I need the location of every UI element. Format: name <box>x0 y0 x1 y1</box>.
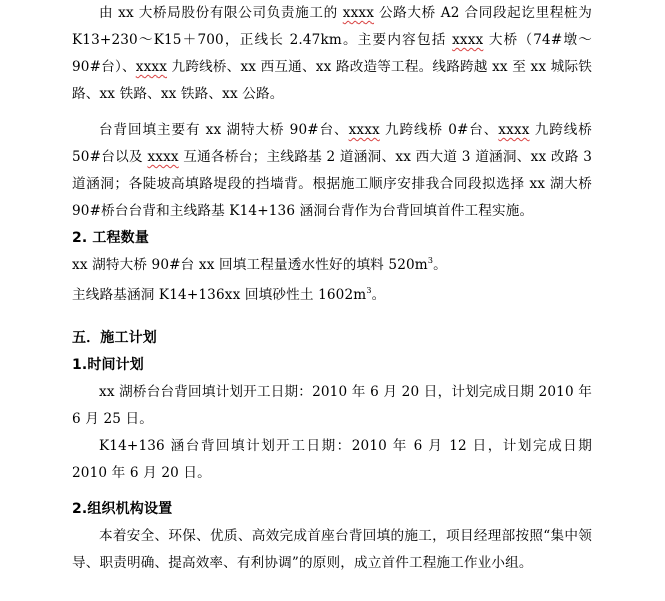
spellcheck-word: xxxx <box>135 59 168 75</box>
text-run: 由 xx 大桥局股份有限公司负责施工的 <box>99 5 343 21</box>
document-page <box>72 0 592 577</box>
heading-time-plan: 1.时间计划 <box>72 357 144 373</box>
spellcheck-word: xxxx <box>498 122 530 138</box>
text-run: 。 <box>371 287 386 303</box>
heading-organization: 2.组织机构设置 <box>72 501 173 517</box>
text-run: 九跨线桥 0#台、 <box>379 122 499 138</box>
paragraph-time-culvert: K14+136 涵台背回填计划开工日期：2010 年 6 月 12 日，计划完成日期 2010 年 6 月 20 日。 <box>72 438 592 481</box>
heading-quantity: 2. 工程数量 <box>72 230 149 246</box>
superscript: 3 <box>366 286 372 295</box>
paragraph-organization: 本着安全、环保、优质、高效完成首座台背回填的施工，项目经理部按照“集中领导、职责明确、提高效率、有利协调”的原则，成立首件工程施工作业小组。 <box>72 528 592 571</box>
text-run: 大桥（74#墩～90#台）、 <box>72 32 592 75</box>
spellcheck-word: xxxx <box>147 149 179 165</box>
text-run: 台背回填主要有 xx 湖特大桥 90#台、 <box>99 122 349 138</box>
spellcheck-word: xxxx <box>348 122 380 138</box>
text-run: 九跨线桥、xx 西互通、xx 路改造等工程。线路跨越 xx 至 xx 城际铁路、xx 铁路、xx 铁路、xx 公路。 <box>72 59 592 102</box>
text-run: 公路大桥 A2 合同段起讫里程桩为 K13+230～K15＋700，正线长 2.47km。主要内容包括 <box>72 5 592 48</box>
superscript: 3 <box>427 256 434 265</box>
text-run: 九跨线桥 50#台以及 <box>72 122 592 165</box>
text-run: xx 湖特大桥 90#台 xx 回填工程量透水性好的填料 520m <box>72 257 428 273</box>
text-run: 。 <box>433 257 447 273</box>
heading-construction-plan: 五．施工计划 <box>72 330 157 346</box>
paragraph-backfill-scope <box>72 117 592 225</box>
spellcheck-word: xxxx <box>452 32 484 48</box>
text-run: 互通各桥台；主线路基 2 道涵洞、xx 西大道 3 道涵洞、xx 改路 3 道涵洞；各陡坡高填路堤段的挡墙背。根据施工顺序安排我合同段拟选择 xx 湖大桥 90#桥台台背和主线路基 K14+136 涵洞台背作为台背回填首件工程实施。 <box>72 149 592 219</box>
text-run: 主线路基涵洞 K14+136xx 回填砂性土 1602m <box>72 287 367 303</box>
quantity-line-culvert <box>72 282 592 309</box>
paragraph-time-bridge: xx 湖桥台台背回填计划开工日期：2010 年 6 月 20 日，计划完成日期 2010 年 6 月 25 日。 <box>72 384 592 427</box>
paragraph-project-overview <box>72 0 592 108</box>
quantity-line-bridge <box>72 252 592 279</box>
spellcheck-word: xxxx <box>342 5 375 21</box>
